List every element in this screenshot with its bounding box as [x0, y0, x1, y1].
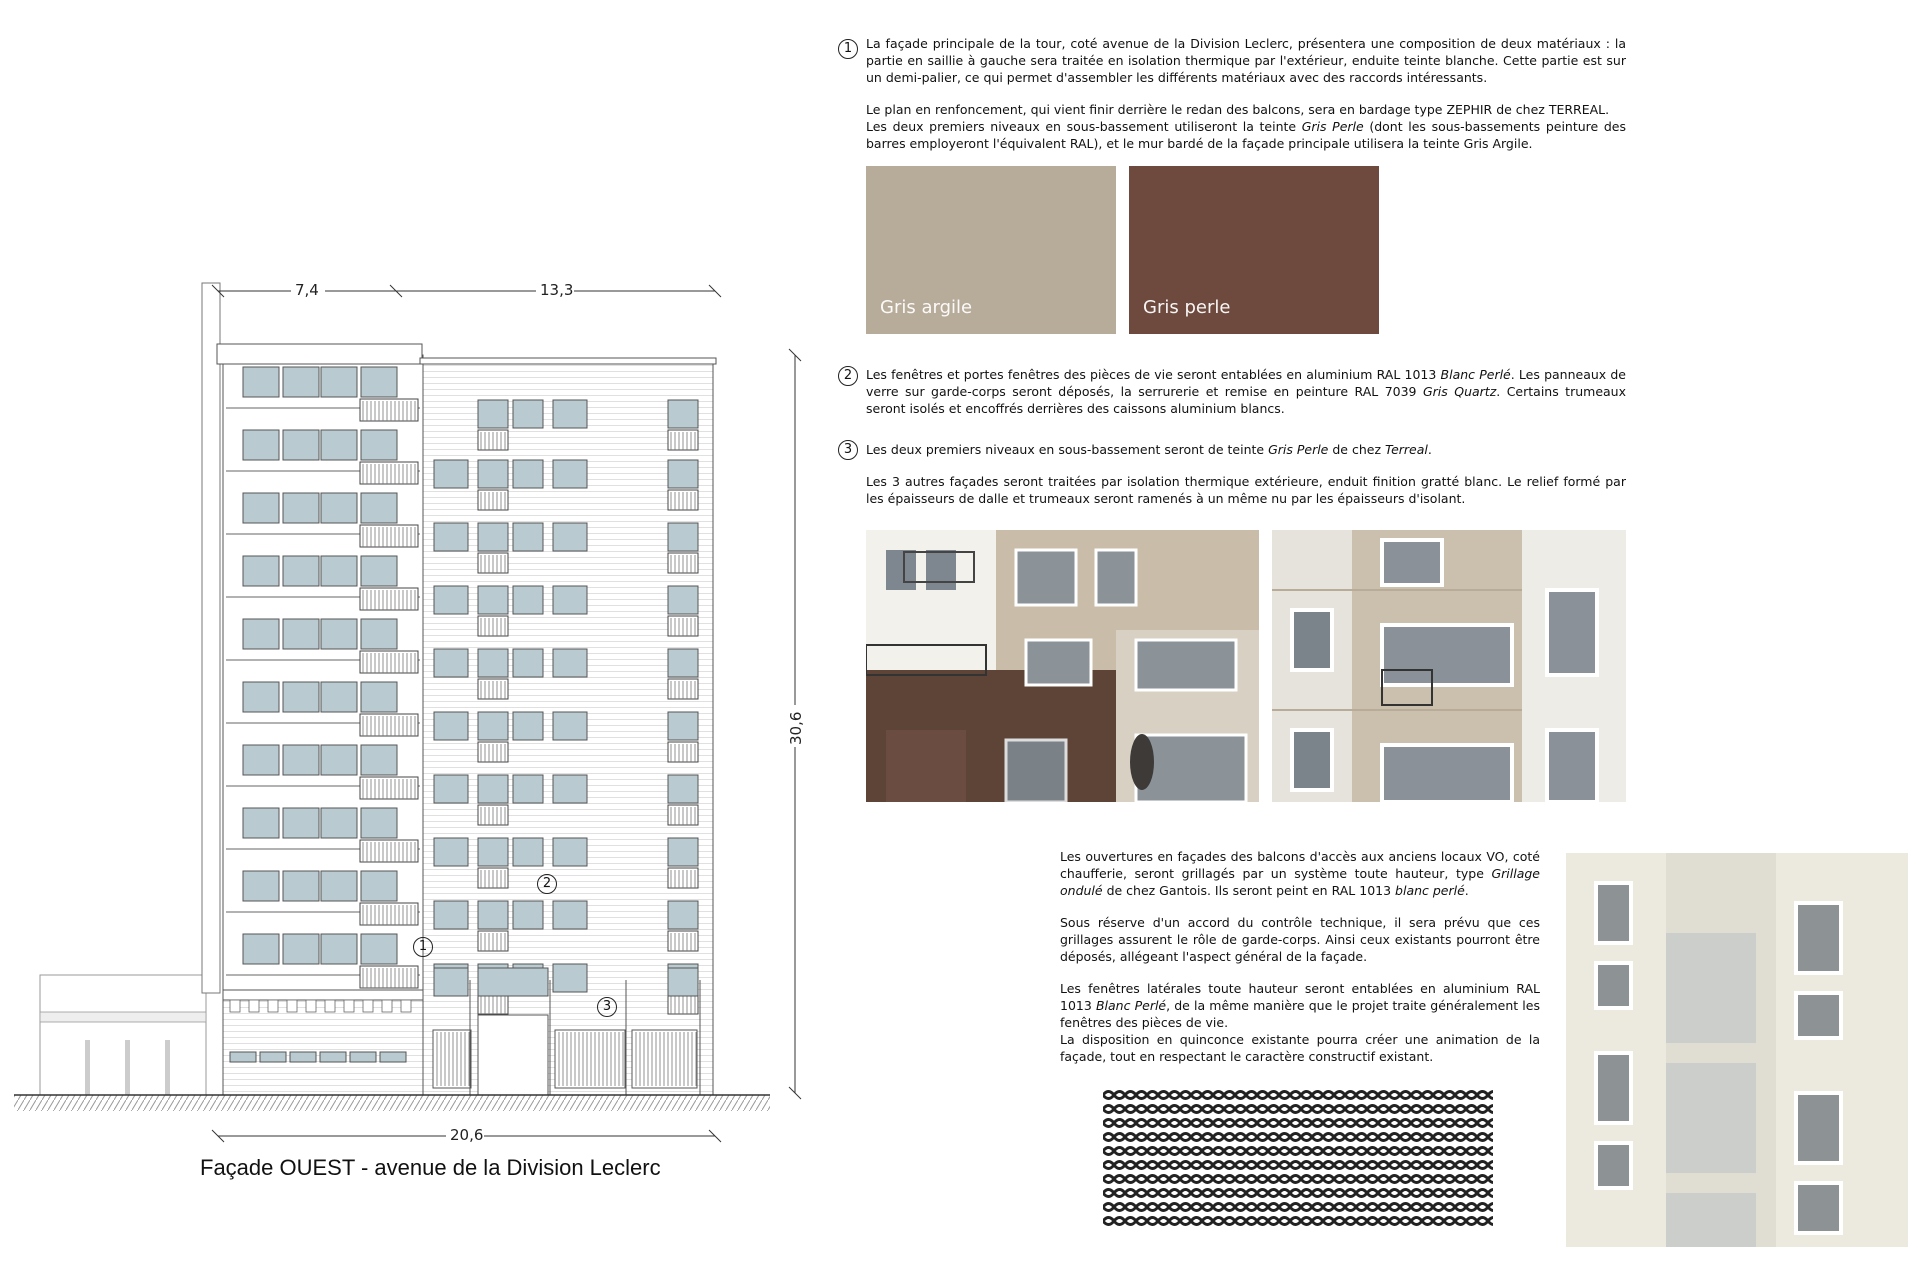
window [361, 556, 397, 586]
base-window [320, 1052, 346, 1062]
section-3-text: Les deux premiers niveaux en sous-bassement seront de teinte Gris Perle de chez Terreal. Les 3 autres façades seront traitées par isolation thermique extérieure, enduit finition gratté blanc. Le relief formé par les épaisseurs de dalle et trumeaux seront ramenés à un même nu par les épaisseurs d'isolant. [866, 442, 1626, 506]
window [434, 586, 468, 614]
mesh-grille-sample [1103, 1088, 1493, 1228]
window [478, 712, 508, 740]
window [553, 964, 587, 992]
balcony-railing [360, 651, 418, 673]
window [668, 775, 698, 803]
window [478, 901, 508, 929]
window [321, 619, 357, 649]
section-1-para-2-line-2: Les deux premiers niveaux en sous-bassement utiliseront la teinte Gris Perle (dont les sous-bassements peinture des barres employeront l'équivalent RAL), et le mur bardé de la façade principale utilisera la teinte Gris Argile. [866, 119, 1626, 151]
window [434, 460, 468, 488]
elevation-caption: Façade OUEST - avenue de la Division Leclerc [200, 1155, 661, 1180]
base-window [380, 1052, 406, 1062]
elevation-callout-3: 3 [597, 997, 617, 1017]
section-1-para-1: La façade principale de la tour, coté avenue de la Division Leclerc, présentera une composition de deux matériaux : la partie en saillie à gauche sera traitée en isolation thermique par l'extérieur, enduite teinte blanche. Cette partie est sur un demi-palier, ce qui permet d'assembler les différents matériaux avec des raccords intéressants. [866, 36, 1626, 85]
base-band [223, 990, 423, 1000]
window [321, 934, 357, 964]
window [478, 586, 508, 614]
window [361, 871, 397, 901]
window [434, 775, 468, 803]
window [513, 838, 543, 866]
window [283, 808, 319, 838]
balcony-railing [360, 525, 418, 547]
base-vent [230, 1000, 240, 1012]
window [361, 808, 397, 838]
window [553, 901, 587, 929]
window [478, 523, 508, 551]
window [668, 649, 698, 677]
base-vent [401, 1000, 411, 1012]
window [283, 871, 319, 901]
window [243, 934, 279, 964]
base-grille [555, 1030, 625, 1088]
window [243, 682, 279, 712]
window [434, 712, 468, 740]
neighbour-building [40, 975, 206, 1095]
balcony-railing [360, 777, 418, 799]
section-4-para-4: La disposition en quinconce existante pourra créer une animation de la façade, tout en respectant le caractère constructif existant. [1060, 1032, 1540, 1064]
window [434, 649, 468, 677]
window [513, 649, 543, 677]
window [321, 808, 357, 838]
dim-top-left: 7,4 [295, 281, 319, 299]
window [513, 712, 543, 740]
balcony-railing [360, 966, 418, 988]
base-vent [325, 1000, 335, 1012]
window [553, 775, 587, 803]
base-vent [363, 1000, 373, 1012]
base-vent [382, 1000, 392, 1012]
window [513, 400, 543, 428]
window [321, 745, 357, 775]
window [668, 460, 698, 488]
window [283, 682, 319, 712]
window [668, 586, 698, 614]
render-photo-right [1272, 530, 1626, 802]
balcony-railing [360, 462, 418, 484]
window [553, 649, 587, 677]
window [668, 968, 698, 996]
balcony-railing [360, 840, 418, 862]
window [553, 838, 587, 866]
base-vent [344, 1000, 354, 1012]
window [243, 367, 279, 397]
window [361, 745, 397, 775]
window [361, 430, 397, 460]
window [434, 838, 468, 866]
window [553, 712, 587, 740]
window [321, 871, 357, 901]
window [283, 745, 319, 775]
window [478, 460, 508, 488]
section-3-number: 3 [838, 440, 858, 460]
dim-top-right: 13,3 [540, 281, 574, 299]
window [434, 901, 468, 929]
base-window [290, 1052, 316, 1062]
window [553, 586, 587, 614]
window [478, 775, 508, 803]
window [283, 556, 319, 586]
section-2-text: Les fenêtres et portes fenêtres des pièces de vie seront entablées en aluminium RAL 1013 Blanc Perlé. Les panneaux de verre sur garde-corps seront déposés, la serrurerie et remise en peinture RAL 7039 Gris Quartz. Certains trumeaux seront isolés et encoffrés derrières des caissons aluminium blancs. [866, 367, 1626, 416]
dim-height: 30,6 [787, 711, 805, 745]
window [513, 901, 543, 929]
window [321, 430, 357, 460]
swatch-gris-perle [1129, 166, 1379, 334]
base-vent [249, 1000, 259, 1012]
section-4-para-2: Sous réserve d'un accord du contrôle technique, il sera prévu que ces grillages assurent le rôle de garde-corps. Ainsi ceux existants pourront être déposés, allégeant l'aspect général de la façade. [1060, 915, 1540, 964]
window [668, 901, 698, 929]
window [283, 367, 319, 397]
swatch-gris-argile [866, 166, 1116, 334]
window [243, 430, 279, 460]
balcony-railing [360, 399, 418, 421]
window [553, 523, 587, 551]
window [243, 745, 279, 775]
base-entrance [478, 1015, 548, 1095]
window [478, 400, 508, 428]
window [668, 712, 698, 740]
window [243, 556, 279, 586]
window [361, 619, 397, 649]
window [478, 838, 508, 866]
elevation-callout-1: 1 [413, 937, 433, 957]
window [283, 493, 319, 523]
window [321, 556, 357, 586]
window [243, 871, 279, 901]
window [361, 682, 397, 712]
window [321, 493, 357, 523]
chimney [202, 283, 220, 993]
base-grille [632, 1030, 697, 1088]
base-window [350, 1052, 376, 1062]
window [434, 968, 468, 996]
render-photo-left [866, 530, 1259, 802]
balcony-railing [360, 714, 418, 736]
section-1-text [866, 35, 1626, 152]
window [283, 430, 319, 460]
window [478, 968, 548, 996]
base-vent [287, 1000, 297, 1012]
window [553, 460, 587, 488]
swatch-gris-perle-label: Gris perle [1143, 297, 1231, 318]
window [361, 367, 397, 397]
window [668, 400, 698, 428]
window [513, 775, 543, 803]
elevation-callout-2: 2 [537, 874, 557, 894]
dim-bottom: 20,6 [450, 1126, 484, 1144]
render-photo-grille-facade [1566, 853, 1908, 1247]
window [243, 619, 279, 649]
section-1-number: 1 [838, 39, 858, 59]
swatch-gris-argile-label: Gris argile [880, 297, 973, 318]
window [553, 400, 587, 428]
window [668, 523, 698, 551]
base-window [230, 1052, 256, 1062]
base-vent [306, 1000, 316, 1012]
window [321, 367, 357, 397]
window [361, 493, 397, 523]
window [434, 523, 468, 551]
base-vent [268, 1000, 278, 1012]
window [478, 649, 508, 677]
window [513, 523, 543, 551]
window [513, 586, 543, 614]
window [513, 460, 543, 488]
window [243, 493, 279, 523]
section-1-para-2-line-1: Le plan en renfoncement, qui vient finir derrière le redan des balcons, sera en bardage type ZEPHIR de chez TERREAL. [866, 102, 1610, 117]
balcony-railing [360, 588, 418, 610]
base-window [260, 1052, 286, 1062]
window [283, 619, 319, 649]
section-2-number: 2 [838, 366, 858, 386]
section-4-text: Les ouvertures en façades des balcons d'accès aux anciens locaux VO, coté chaufferie, seront grillagés par un système toute hauteur, type Grillage ondulé de chez Gantois. Ils seront peint en RAL 1013 blanc perlé. Sous réserve d'un accord du contrôle technique, il sera prévu que ces grillages assurent le rôle de garde-corps. Ainsi ceux existants pourront être déposés, allégeant l'aspect général de la façade. Les fenêtres latérales toute hauteur seront entablées en aluminium RAL 1013 Blanc Perlé, de la même manière que le projet traite généralement les fenêtres des pièces de vie. La disposition en quinconce existante pourra créer une animation de la façade, tout en respectant le caractère constructif existant. [1060, 849, 1540, 1064]
ground-line [14, 1095, 770, 1111]
window [243, 808, 279, 838]
window [283, 934, 319, 964]
window [321, 682, 357, 712]
window [668, 838, 698, 866]
section-3-para-2: Les 3 autres façades seront traitées par isolation thermique extérieure, enduit finition gratté blanc. Le relief formé par les épaisseurs de dalle et trumeaux seront ramenés à un même nu par les épaisseurs d'isolant. [866, 474, 1626, 506]
balcony-railing [360, 903, 418, 925]
window [361, 934, 397, 964]
